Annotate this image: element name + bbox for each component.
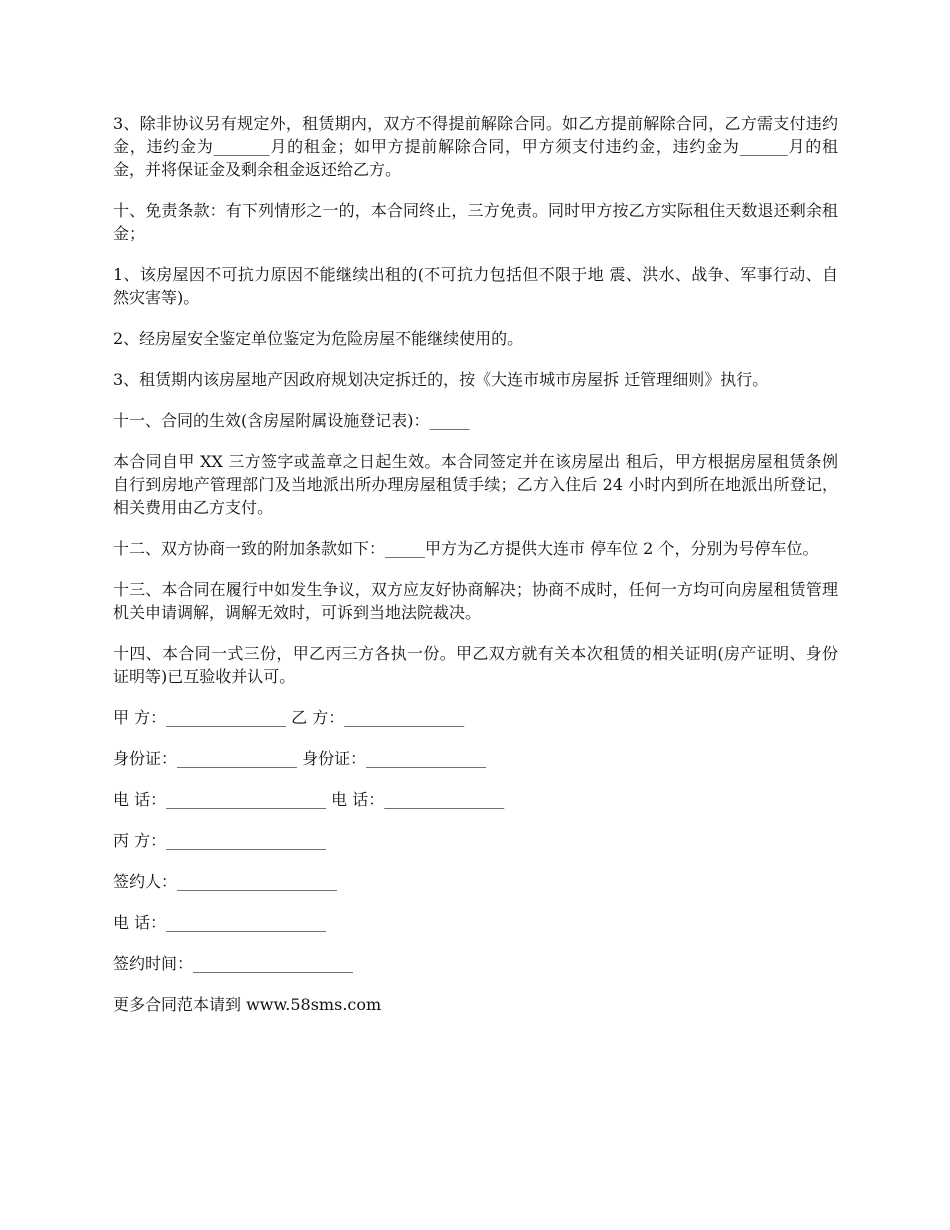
clause-10-item-2: 2、经房屋安全鉴定单位鉴定为危险房屋不能继续使用的。 bbox=[113, 329, 524, 348]
clause-10-item-1: 1、该房屋因不可抗力原因不能继续出租的(不可抗力包括但不限于地 震、洪水、战争、军事行动、自然灾害等)。 bbox=[113, 265, 838, 307]
signature-party-a-b: 甲 方：_______________ 乙 方：_______________ bbox=[113, 708, 465, 727]
clause-14-copies: 十四、本合同一式三份，甲乙丙三方各执一份。甲乙双方就有关本次租赁的相关证明(房产证明、身份证明等)已互验收并认可。 bbox=[113, 644, 838, 686]
signature-id-numbers: 身份证：_______________ 身份证：_______________ bbox=[113, 749, 487, 768]
signature-signer-phone: 电 话：____________________ bbox=[113, 913, 327, 932]
document-body bbox=[113, 112, 838, 1016]
clause-10-exemption: 十、免责条款：有下列情形之一的，本合同终止，三方免责。同时甲方按乙方实际租住天数退还剩余租金； bbox=[113, 201, 838, 243]
footer-website-note: 更多合同范本请到 www.58sms.com bbox=[113, 995, 382, 1014]
clause-11-body: 本合同自甲 XX 三方签字或盖章之日起生效。本合同签定并在该房屋出 租后，甲方根据房屋租赁条例自行到房地产管理部门及当地派出所办理房屋租赁手续；乙方入住后 24 小时内到所在地派出所登记，相关费用由乙方支付。 bbox=[113, 452, 838, 517]
signature-signer: 签约人：____________________ bbox=[113, 872, 338, 891]
signature-phones: 电 话：____________________ 电 话：_______________ bbox=[113, 790, 505, 809]
clause-13-disputes: 十三、本合同在履行中如发生争议，双方应友好协商解决；协商不成时，任何一方均可向房屋租赁管理机关申请调解，调解无效时，可诉到当地法院裁决。 bbox=[113, 580, 838, 622]
signature-party-c: 丙 方：____________________ bbox=[113, 831, 327, 850]
clause-10-item-3: 3、租赁期内该房屋地产因政府规划决定拆迁的，按《大连市城市房屋拆 迁管理细则》执行。 bbox=[113, 370, 769, 389]
clause-early-termination: 3、除非协议另有规定外，租赁期内，双方不得提前解除合同。如乙方提前解除合同，乙方需支付违约金，违约金为_______月的租金；如甲方提前解除合同，甲方须支付违约金，违约金为______月的租金，并将保证金及剩余租金返还给乙方。 bbox=[113, 114, 838, 179]
signature-date: 签约时间：____________________ bbox=[113, 954, 354, 973]
clause-12-additional: 十二、双方协商一致的附加条款如下：_____甲方为乙方提供大连市 停车位 2 个，分别为号停车位。 bbox=[113, 539, 819, 558]
clause-11-effectiveness: 十一、合同的生效(含房屋附属设施登记表)：_____ bbox=[113, 411, 470, 430]
